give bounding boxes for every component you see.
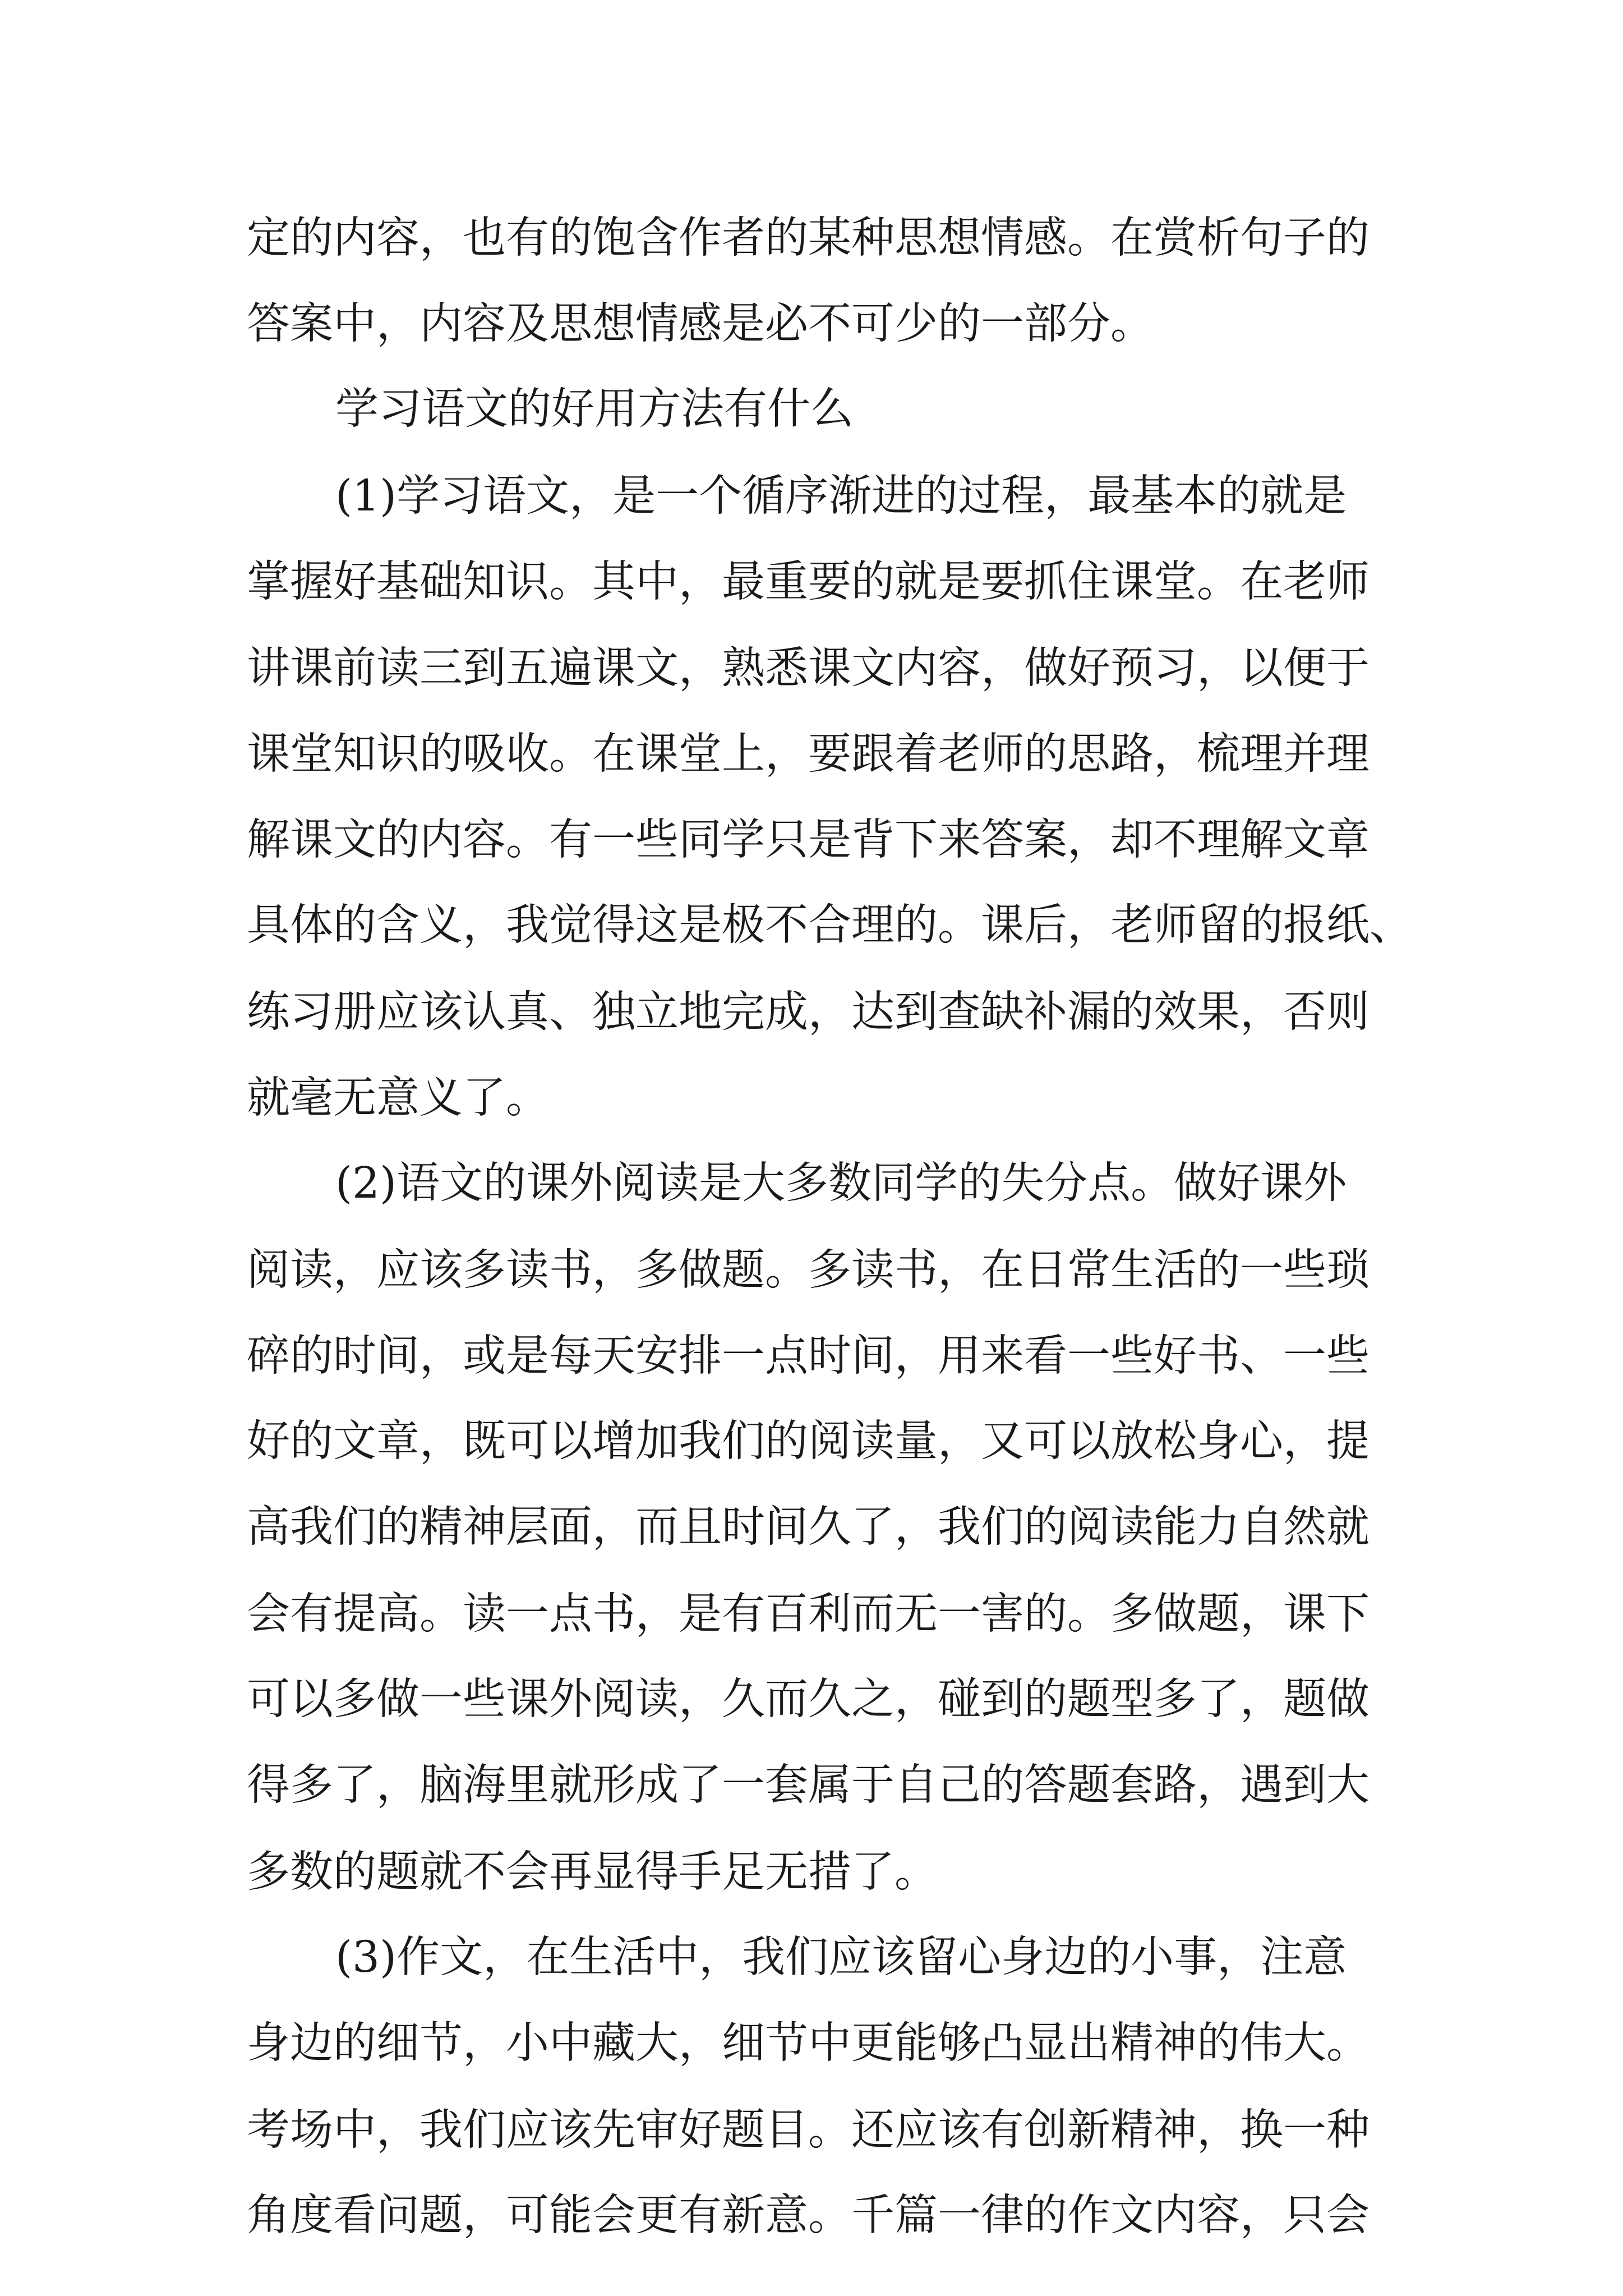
text-line: 碎的时间，或是每天安排一点时间，用来看一些好书、一些 [247,1331,1370,1381]
text-line: 掌握好基础知识。其中，最重要的就是要抓住课堂。在老师 [247,557,1370,607]
text-line: 可以多做一些课外阅读，久而久之，碰到的题型多了，题做 [247,1674,1370,1724]
text-line: 课堂知识的吸收。在课堂上，要跟着老师的思路，梳理并理 [247,729,1370,779]
text-line: (3)作文，在生活中，我们应该留心身边的小事，注意 [335,1932,1347,1982]
text-line: 阅读，应该多读书，多做题。多读书，在日常生活的一些琐 [247,1245,1370,1295]
text-line: 答案中，内容及思想情感是必不可少的一部分。 [247,299,1154,349]
text-line: 定的内容，也有的饱含作者的某种思想情感。在赏析句子的 [247,213,1370,263]
text-line: 解课文的内容。有一些同学只是背下来答案，却不理解文章 [247,815,1370,865]
text-line: (1)学习语文，是一个循序渐进的过程，最基本的就是 [335,471,1347,521]
text-line: 具体的含义，我觉得这是极不合理的。课后，老师留的报纸、 [247,900,1413,950]
section-heading: 学习语文的好用方法有什么 [335,384,854,434]
text-line: 考场中，我们应该先审好题目。还应该有创新精神，换一种 [247,2105,1370,2155]
text-line: 角度看问题，可能会更有新意。千篇一律的作文内容，只会 [247,2191,1370,2240]
text-line: 得多了，脑海里就形成了一套属于自己的答题套路，遇到大 [247,1760,1370,1810]
text-line: (2)语文的课外阅读是大多数同学的失分点。做好课外 [335,1158,1347,1208]
text-line: 就毫无意义了。 [247,1073,549,1123]
text-line: 会有提高。读一点书，是有百利而无一害的。多做题，课下 [247,1589,1370,1639]
text-line: 多数的题就不会再显得手足无措了。 [247,1847,938,1897]
text-line: 练习册应该认真、独立地完成，达到查缺补漏的效果，否则 [247,987,1370,1037]
text-line: 好的文章，既可以增加我们的阅读量，又可以放松身心，提 [247,1416,1370,1466]
text-line: 高我们的精神层面，而且时间久了，我们的阅读能力自然就 [247,1502,1370,1552]
text-line: 讲课前读三到五遍课文，熟悉课文内容，做好预习，以便于 [247,643,1370,693]
text-line: 身边的细节，小中藏大，细节中更能够凸显出精神的伟大。 [247,2018,1370,2068]
